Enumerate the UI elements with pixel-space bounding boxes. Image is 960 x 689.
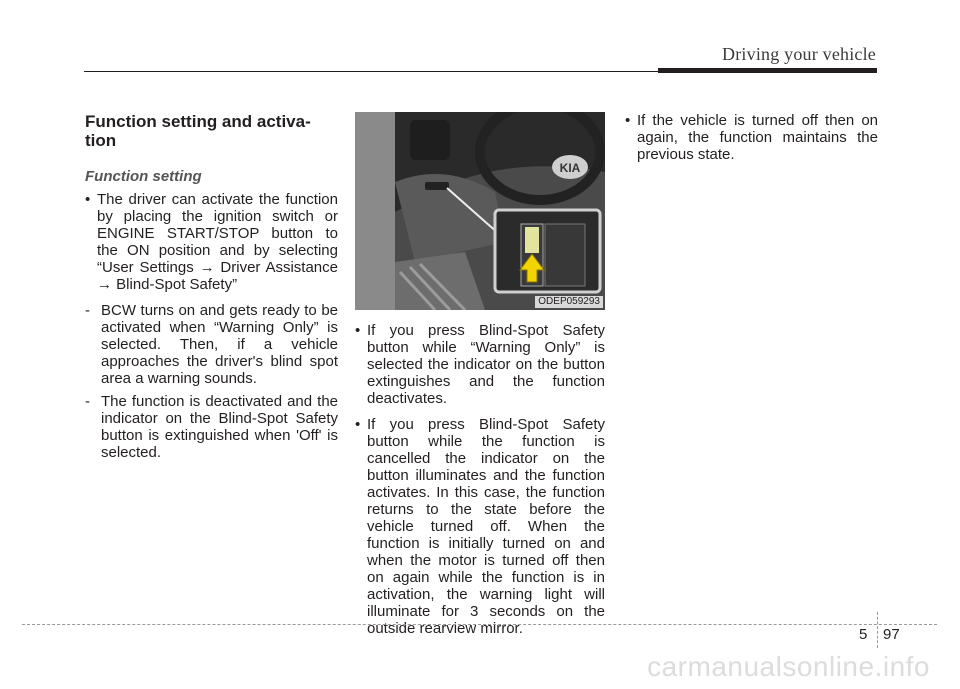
dashboard-illustration xyxy=(355,112,605,310)
list-item-text: BCW turns on and gets ready to be activated when “Warning Only” is selected. Then, if a vehicle approaches the driver's blind spot area a warning sounds. xyxy=(101,302,338,387)
list-item: • If you press Blind-Spot Safety button while the function is cancelled the indicator on the button illuminates and the function activates. In this case, the function returns to the state before the vehicle turned off. When the function is initially turned on and when the motor is turned off then on again while the function is in activation, the warning light will illuminate for 3 seconds on the outside rearview mirror. xyxy=(355,416,605,637)
figure-code: ODEP059293 xyxy=(535,296,603,308)
page-number: 97 xyxy=(883,626,900,643)
list-item: • The driver can activate the function by placing the ignition switch or ENGINE START/STOP button to the ON position and by selecting “User Settings → Driver Assistance → Blind-Spot Safety” xyxy=(85,191,338,293)
list-item: • If you press Blind-Spot Safety button while “Warning Only” is selected the indicator on the button extinguishes and the function deactivates. xyxy=(355,322,605,407)
steering-logo: KIA xyxy=(559,161,581,175)
footer-divider xyxy=(22,624,937,625)
page-header-title: Driving your vehicle xyxy=(722,44,876,64)
section-subtitle: Function setting xyxy=(85,168,202,185)
column-right xyxy=(625,112,878,172)
header-rule-thin xyxy=(84,71,660,72)
header-rule-thick xyxy=(658,68,877,73)
list-item: - BCW turns on and gets ready to be activated when “Warning Only” is selected. Then, if a vehicle approaches the driver's blind spot area a warning sounds. xyxy=(85,302,338,387)
column-middle xyxy=(355,112,605,646)
column-left xyxy=(85,112,338,461)
dashboard-figure xyxy=(355,112,605,310)
list-item: - The function is deactivated and the indicator on the Blind-Spot Safety button is extinguished when 'Off' is selected. xyxy=(85,393,338,461)
list-item: • If the vehicle is turned off then on again, the function maintains the previous state. xyxy=(625,112,878,163)
section-title: Function setting and activa- tion xyxy=(85,112,311,150)
list-item-text: The function is deactivated and the indicator on the Blind-Spot Safety button is extinguished when 'Off' is selected. xyxy=(101,393,338,461)
chapter-number: 5 xyxy=(859,626,868,643)
watermark: carmanualsonline.info xyxy=(647,651,930,682)
footer-page-divider xyxy=(877,612,878,648)
